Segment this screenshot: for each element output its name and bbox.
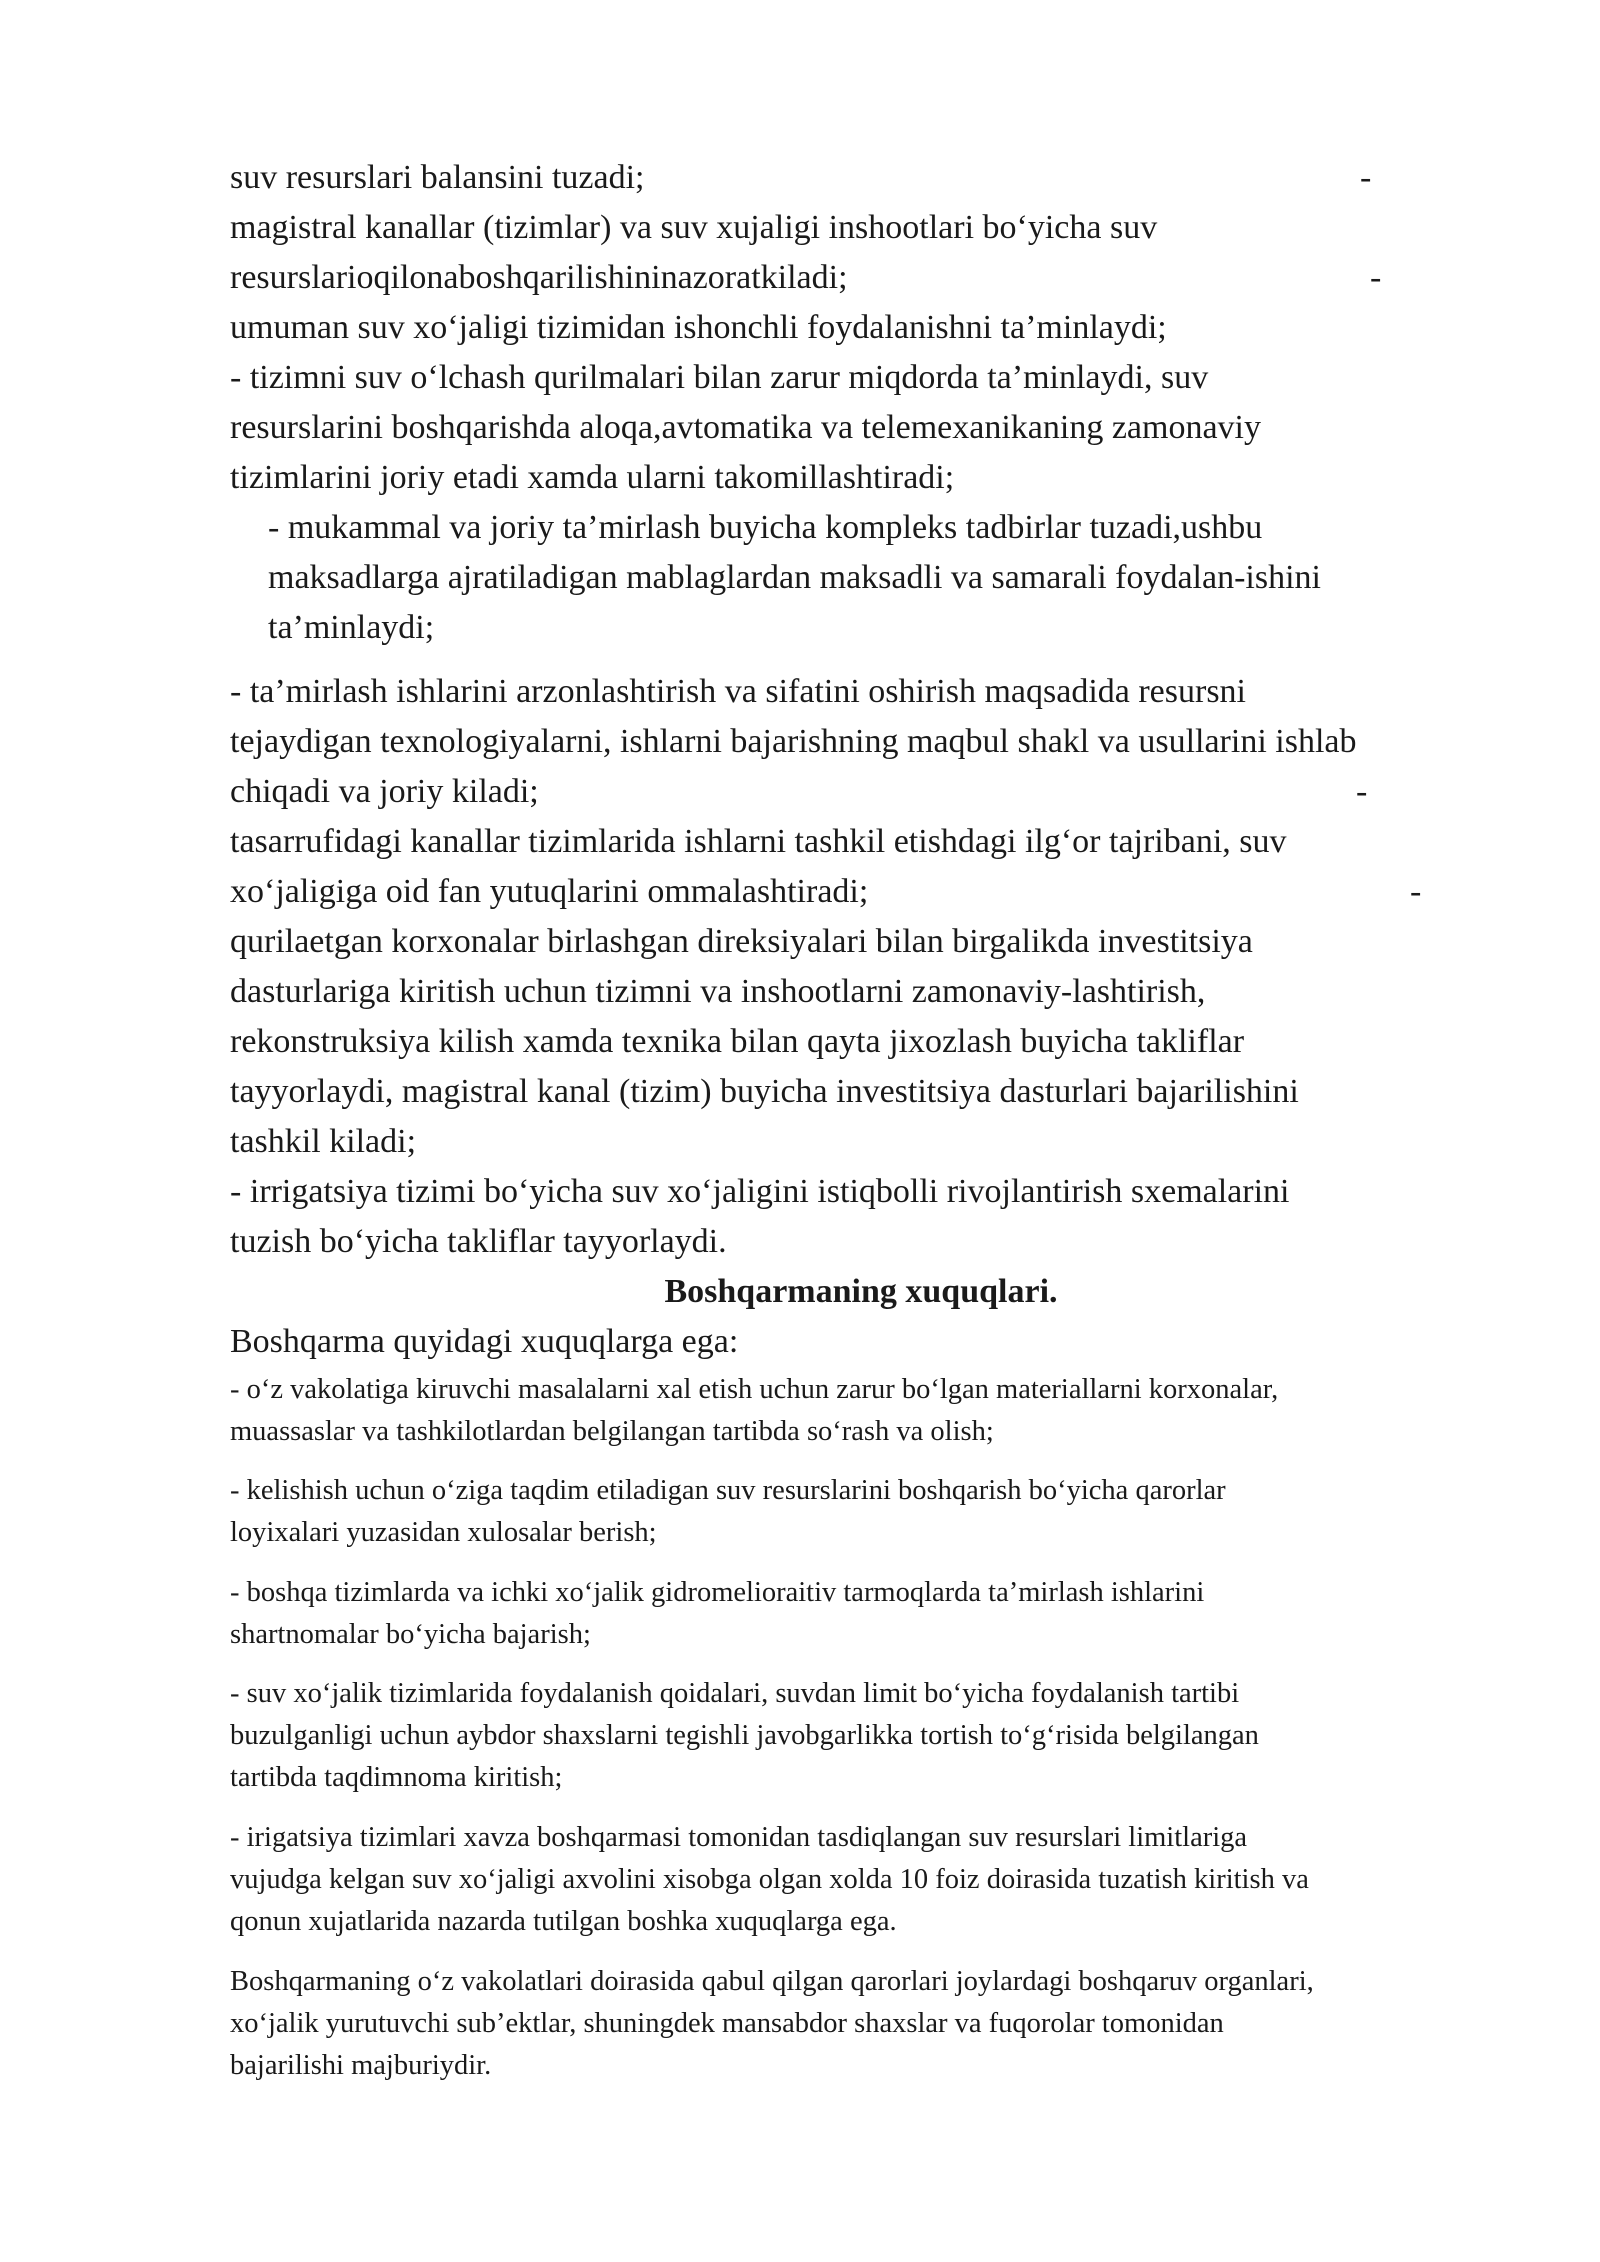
paragraph-line: ta’minlaydi;: [268, 609, 435, 646]
section-intro: Boshqarma quyidagi xuquqlarga ega:: [230, 1323, 739, 1360]
paragraph-line: tayyorlaydi, magistral kanal (tizim) buyicha investitsiya dasturlari bajarilishini: [230, 1073, 1299, 1110]
paragraph-line: shartnomalar bo‘yicha bajarish;: [230, 1619, 591, 1650]
paragraph-line: magistral kanallar (tizimlar) va suv xujaligi inshootlari bo‘yicha suv: [230, 209, 1158, 246]
paragraph-line: vujudga kelgan suv xo‘jaligi axvolini xisobga olgan xolda 10 foiz doirasida tuzatish kiritish va: [230, 1864, 1309, 1895]
paragraph-line: tasarrufidagi kanallar tizimlarida ishlarni tashkil etishdagi ilg‘or tajribani, suv: [230, 823, 1287, 860]
paragraph-line: tuzish bo‘yicha takliflar tayyorlaydi.: [230, 1223, 727, 1260]
paragraph-line: - tizimni suv o‘lchash qurilmalari bilan zarur miqdorda ta’minlaydi, suv: [230, 359, 1209, 396]
dash-marker: -: [1370, 259, 1382, 296]
paragraph-line: dasturlariga kiritish uchun tizimni va inshootlarni zamonaviy-lashtirish,: [230, 973, 1206, 1010]
paragraph-line: chiqadi va joriy kiladi;: [230, 773, 539, 810]
paragraph-line: bajarilishi majburiydir.: [230, 2050, 492, 2081]
section-heading: Boshqarmaning xuquqlari.: [664, 1273, 1058, 1310]
paragraph-line: tartibda taqdimnoma kiritish;: [230, 1762, 563, 1793]
paragraph-line: tejaydigan texnologiyalarni, ishlarni bajarishning maqbul shakl va usullarini ishlab: [230, 723, 1357, 760]
paragraph-line: qonun xujatlarida nazarda tutilgan boshka xuquqlarga ega.: [230, 1906, 897, 1937]
paragraph-line: maksadlarga ajratiladigan mablaglardan maksadli va samarali foydalan-ishini: [268, 559, 1321, 596]
paragraph-line: loyixalari yuzasidan xulosalar berish;: [230, 1517, 657, 1548]
paragraph-line: buzulganligi uchun aybdor shaxslarni tegishli javobgarlikka tortish to‘g‘risida belgilangan: [230, 1720, 1259, 1751]
paragraph-line: rekonstruksiya kilish xamda texnika bilan qayta jixozlash buyicha takliflar: [230, 1023, 1245, 1060]
paragraph-line: - suv xo‘jalik tizimlarida foydalanish qoidalari, suvdan limit bo‘yicha foydalanish tartibi: [230, 1678, 1240, 1709]
paragraph-line: muassaslar va tashkilotlardan belgilangan tartibda so‘rash va olish;: [230, 1416, 994, 1447]
paragraph-line: - o‘z vakolatiga kiruvchi masalalarni xal etish uchun zarur bo‘lgan materiallarni korxonalar,: [230, 1374, 1279, 1405]
paragraph-line: - ta’mirlash ishlarini arzonlashtirish va sifatini oshirish maqsadida resursni: [230, 673, 1246, 710]
paragraph-line: Boshqarmaning o‘z vakolatlari doirasida qabul qilgan qarorlari joylardagi boshqaruv organlari,: [230, 1966, 1314, 1997]
paragraph-line: umuman suv xo‘jaligi tizimidan ishonchli foydalanishni ta’minlaydi;: [230, 309, 1167, 346]
paragraph-line: tizimlarini joriy etadi xamda ularni takomillashtiradi;: [230, 459, 955, 496]
dash-marker: -: [1356, 773, 1368, 810]
paragraph-line: tashkil kiladi;: [230, 1123, 417, 1160]
paragraph-line: - irigatsiya tizimlari xavza boshqarmasi tomonidan tasdiqlangan suv resurslari limitlariga: [230, 1822, 1248, 1853]
dash-marker: -: [1410, 873, 1422, 910]
paragraph-line: qurilaetgan korxonalar birlashgan direksiyalari bilan birgalikda investitsiya: [230, 923, 1253, 960]
paragraph-line: - irrigatsiya tizimi bo‘yicha suv xo‘jaligini istiqbolli rivojlantirish sxemalarini: [230, 1173, 1290, 1210]
dash-marker: -: [1360, 159, 1372, 196]
paragraph-line: suv resurslari balansini tuzadi;: [230, 159, 645, 196]
paragraph-line: resurslarini boshqarishda aloqa,avtomatika va telemexanikaning zamonaviy: [230, 409, 1261, 446]
paragraph-line: - mukammal va joriy ta’mirlash buyicha kompleks tadbirlar tuzadi,ushbu: [268, 509, 1263, 546]
paragraph-line: xo‘jaligiga oid fan yutuqlarini ommalashtiradi;: [230, 873, 869, 910]
paragraph-line: resurslarioqilonaboshqarilishininazoratkiladi;: [230, 259, 848, 296]
paragraph-line: - boshqa tizimlarda va ichki xo‘jalik gidromelioraitiv tarmoqlarda ta’mirlash ishlarini: [230, 1577, 1205, 1608]
paragraph-line: - kelishish uchun o‘ziga taqdim etiladigan suv resurslarini boshqarish bo‘yicha qarorlar: [230, 1475, 1226, 1506]
paragraph-line: xo‘jalik yurutuvchi sub’ektlar, shuningdek mansabdor shaxslar va fuqorolar tomonidan: [230, 2008, 1224, 2039]
